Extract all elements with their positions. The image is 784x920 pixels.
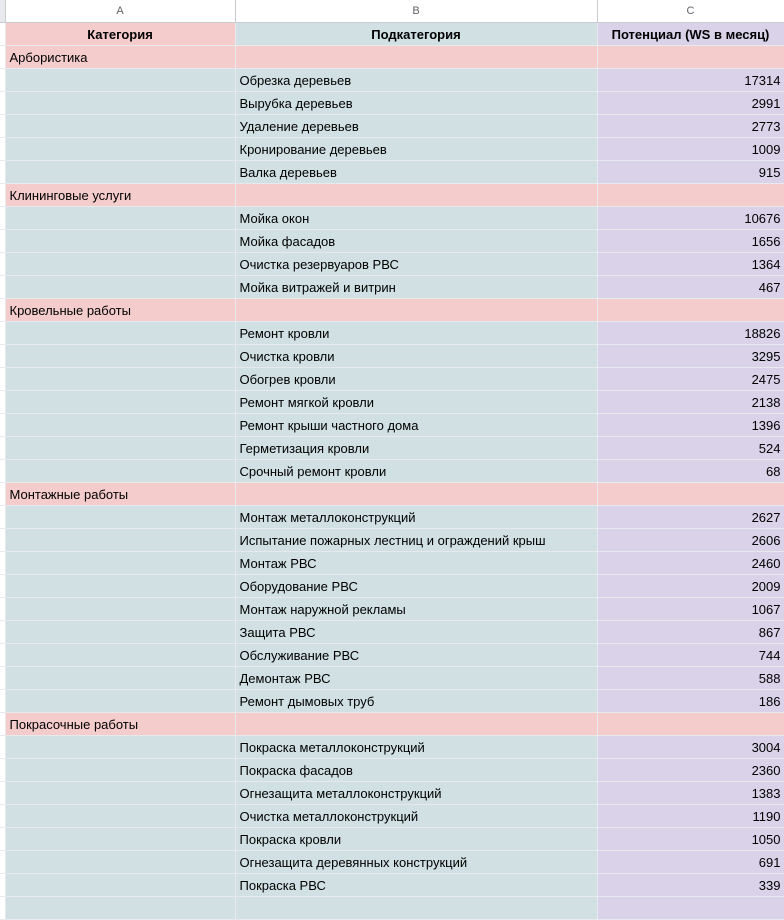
- subcategory-row: [0, 230, 784, 253]
- subcategory-empty-a[interactable]: [5, 851, 235, 874]
- value-cell[interactable]: 186: [597, 690, 784, 713]
- subcategory-empty-a[interactable]: [5, 897, 235, 920]
- value-cell[interactable]: 1050: [597, 828, 784, 851]
- subcategory-empty-a[interactable]: [5, 230, 235, 253]
- subcategory-empty-a[interactable]: [5, 552, 235, 575]
- category-empty-c[interactable]: [597, 46, 784, 69]
- partial-row: [0, 897, 784, 920]
- subcategory-empty-a[interactable]: [5, 368, 235, 391]
- subcategory-empty-a[interactable]: [5, 529, 235, 552]
- subcategory-empty-a[interactable]: [5, 598, 235, 621]
- column-letter-c[interactable]: C: [597, 0, 784, 23]
- subcategory-empty-a[interactable]: [5, 736, 235, 759]
- category-empty-b[interactable]: [235, 483, 597, 506]
- value-cell[interactable]: 524: [597, 437, 784, 460]
- subcategory-empty-a[interactable]: [5, 644, 235, 667]
- subcategory-cell[interactable]: Ремонт крыши частного дома: [235, 414, 597, 437]
- subcategory-cell[interactable]: Валка деревьев: [235, 161, 597, 184]
- table-header-row: [0, 23, 784, 46]
- value-cell[interactable]: 2991: [597, 92, 784, 115]
- value-cell[interactable]: 68: [597, 460, 784, 483]
- subcategory-cell[interactable]: Ремонт кровли: [235, 322, 597, 345]
- value-cell[interactable]: 2627: [597, 506, 784, 529]
- value-cell[interactable]: 3295: [597, 345, 784, 368]
- category-cell[interactable]: Кровельные работы: [5, 299, 235, 322]
- value-cell[interactable]: 10676: [597, 207, 784, 230]
- subcategory-row: [0, 460, 784, 483]
- value-cell[interactable]: 17314: [597, 69, 784, 92]
- subcategory-empty-a[interactable]: [5, 161, 235, 184]
- category-cell[interactable]: Клининговые услуги: [5, 184, 235, 207]
- subcategory-empty-a[interactable]: [5, 207, 235, 230]
- category-row: [0, 184, 784, 207]
- subcategory-row: [0, 368, 784, 391]
- subcategory-row: [0, 598, 784, 621]
- subcategory-cell[interactable]: Срочный ремонт кровли: [235, 460, 597, 483]
- subcategory-cell[interactable]: Монтаж наружной рекламы: [235, 598, 597, 621]
- subcategory-cell[interactable]: Монтаж металлоконструкций: [235, 506, 597, 529]
- value-cell[interactable]: 2009: [597, 575, 784, 598]
- value-cell[interactable]: 1364: [597, 253, 784, 276]
- subcategory-row: [0, 575, 784, 598]
- subcategory-cell[interactable]: Мойка фасадов: [235, 230, 597, 253]
- subcategory-row: [0, 506, 784, 529]
- subcategory-empty-a[interactable]: [5, 276, 235, 299]
- subcategory-empty-a[interactable]: [5, 92, 235, 115]
- subcategory-cell[interactable]: Удаление деревьев: [235, 115, 597, 138]
- category-cell[interactable]: Монтажные работы: [5, 483, 235, 506]
- category-empty-c[interactable]: [597, 184, 784, 207]
- value-empty-c[interactable]: [597, 897, 784, 920]
- subcategory-empty-a[interactable]: [5, 805, 235, 828]
- subcategory-row: [0, 437, 784, 460]
- subcategory-empty-a[interactable]: [5, 690, 235, 713]
- category-row: [0, 713, 784, 736]
- value-cell[interactable]: 339: [597, 874, 784, 897]
- header-category-cell[interactable]: Категория: [5, 23, 235, 46]
- subcategory-row: [0, 690, 784, 713]
- subcategory-row: [0, 69, 784, 92]
- subcategory-empty-a[interactable]: [5, 782, 235, 805]
- subcategory-row: [0, 207, 784, 230]
- subcategory-cell[interactable]: Ремонт мягкой кровли: [235, 391, 597, 414]
- subcategory-empty-b[interactable]: [235, 897, 597, 920]
- category-empty-c[interactable]: [597, 713, 784, 736]
- category-empty-b[interactable]: [235, 713, 597, 736]
- value-cell[interactable]: 2606: [597, 529, 784, 552]
- value-cell[interactable]: 691: [597, 851, 784, 874]
- subcategory-empty-a[interactable]: [5, 828, 235, 851]
- subcategory-cell[interactable]: Испытание пожарных лестниц и ограждений крыш: [235, 529, 597, 552]
- subcategory-row: [0, 529, 784, 552]
- subcategory-empty-a[interactable]: [5, 575, 235, 598]
- subcategory-cell[interactable]: Покраска металлоконструкций: [235, 736, 597, 759]
- value-cell[interactable]: 588: [597, 667, 784, 690]
- value-cell[interactable]: 915: [597, 161, 784, 184]
- subcategory-empty-a[interactable]: [5, 391, 235, 414]
- subcategory-cell[interactable]: Монтаж РВС: [235, 552, 597, 575]
- subcategory-row: [0, 345, 784, 368]
- subcategory-cell[interactable]: Вырубка деревьев: [235, 92, 597, 115]
- header-subcategory-cell[interactable]: Подкатегория: [235, 23, 597, 46]
- category-cell[interactable]: Арбористика: [5, 46, 235, 69]
- subcategory-empty-a[interactable]: [5, 138, 235, 161]
- subcategory-cell[interactable]: Кронирование деревьев: [235, 138, 597, 161]
- category-empty-c[interactable]: [597, 299, 784, 322]
- subcategory-row: [0, 276, 784, 299]
- category-empty-b[interactable]: [235, 184, 597, 207]
- value-cell[interactable]: 1396: [597, 414, 784, 437]
- subcategory-cell[interactable]: Защита РВС: [235, 621, 597, 644]
- category-row: [0, 299, 784, 322]
- subcategory-row: [0, 253, 784, 276]
- subcategory-row: [0, 552, 784, 575]
- subcategory-row: [0, 759, 784, 782]
- value-cell[interactable]: 3004: [597, 736, 784, 759]
- subcategory-empty-a[interactable]: [5, 437, 235, 460]
- subcategory-row: [0, 621, 784, 644]
- subcategory-cell[interactable]: Мойка окон: [235, 207, 597, 230]
- subcategory-cell[interactable]: Мойка витражей и витрин: [235, 276, 597, 299]
- subcategory-row: [0, 322, 784, 345]
- subcategory-empty-a[interactable]: [5, 322, 235, 345]
- subcategory-cell[interactable]: Обрезка деревьев: [235, 69, 597, 92]
- category-empty-b[interactable]: [235, 46, 597, 69]
- column-header-row: [0, 0, 784, 23]
- subcategory-empty-a[interactable]: [5, 759, 235, 782]
- subcategory-cell[interactable]: Огнезащита деревянных конструкций: [235, 851, 597, 874]
- subcategory-empty-a[interactable]: [5, 874, 235, 897]
- subcategory-cell[interactable]: Покраска кровли: [235, 828, 597, 851]
- column-letter-a[interactable]: A: [5, 0, 235, 23]
- value-cell[interactable]: 2360: [597, 759, 784, 782]
- subcategory-row: [0, 805, 784, 828]
- category-empty-c[interactable]: [597, 483, 784, 506]
- subcategory-row: [0, 736, 784, 759]
- sheet-body: [0, 23, 784, 920]
- subcategory-empty-a[interactable]: [5, 460, 235, 483]
- subcategory-empty-a[interactable]: [5, 69, 235, 92]
- category-empty-b[interactable]: [235, 299, 597, 322]
- subcategory-cell[interactable]: Покраска фасадов: [235, 759, 597, 782]
- subcategory-cell[interactable]: Очистка резервуаров РВС: [235, 253, 597, 276]
- subcategory-cell[interactable]: Обогрев кровли: [235, 368, 597, 391]
- subcategory-cell[interactable]: Герметизация кровли: [235, 437, 597, 460]
- subcategory-row: [0, 414, 784, 437]
- category-row: [0, 46, 784, 69]
- value-cell[interactable]: 1009: [597, 138, 784, 161]
- subcategory-row: [0, 828, 784, 851]
- subcategory-empty-a[interactable]: [5, 414, 235, 437]
- subcategory-cell[interactable]: Очистка металлоконструкций: [235, 805, 597, 828]
- category-row: [0, 483, 784, 506]
- value-cell[interactable]: 2460: [597, 552, 784, 575]
- subcategory-cell[interactable]: Обслуживание РВС: [235, 644, 597, 667]
- subcategory-empty-a[interactable]: [5, 115, 235, 138]
- subcategory-cell[interactable]: Огнезащита металлоконструкций: [235, 782, 597, 805]
- subcategory-row: [0, 161, 784, 184]
- value-cell[interactable]: 467: [597, 276, 784, 299]
- value-cell[interactable]: 1190: [597, 805, 784, 828]
- subcategory-row: [0, 851, 784, 874]
- subcategory-row: [0, 115, 784, 138]
- subcategory-empty-a[interactable]: [5, 667, 235, 690]
- subcategory-row: [0, 391, 784, 414]
- subcategory-cell[interactable]: Ремонт дымовых труб: [235, 690, 597, 713]
- subcategory-cell[interactable]: Демонтаж РВС: [235, 667, 597, 690]
- category-cell[interactable]: Покрасочные работы: [5, 713, 235, 736]
- subcategory-empty-a[interactable]: [5, 621, 235, 644]
- value-cell[interactable]: 1383: [597, 782, 784, 805]
- subcategory-row: [0, 667, 784, 690]
- value-cell[interactable]: 744: [597, 644, 784, 667]
- subcategory-cell[interactable]: Очистка кровли: [235, 345, 597, 368]
- value-cell[interactable]: 2138: [597, 391, 784, 414]
- value-cell[interactable]: 2773: [597, 115, 784, 138]
- subcategory-empty-a[interactable]: [5, 506, 235, 529]
- subcategory-cell[interactable]: Покраска РВС: [235, 874, 597, 897]
- subcategory-cell[interactable]: Оборудование РВС: [235, 575, 597, 598]
- subcategory-empty-a[interactable]: [5, 253, 235, 276]
- subcategory-empty-a[interactable]: [5, 345, 235, 368]
- subcategory-row: [0, 138, 784, 161]
- subcategory-row: [0, 644, 784, 667]
- value-cell[interactable]: 18826: [597, 322, 784, 345]
- value-cell[interactable]: 1067: [597, 598, 784, 621]
- subcategory-row: [0, 782, 784, 805]
- header-potential-cell[interactable]: Потенциал (WS в месяц): [597, 23, 784, 46]
- column-letter-b[interactable]: B: [235, 0, 597, 23]
- value-cell[interactable]: 2475: [597, 368, 784, 391]
- value-cell[interactable]: 1656: [597, 230, 784, 253]
- subcategory-row: [0, 874, 784, 897]
- value-cell[interactable]: 867: [597, 621, 784, 644]
- subcategory-row: [0, 92, 784, 115]
